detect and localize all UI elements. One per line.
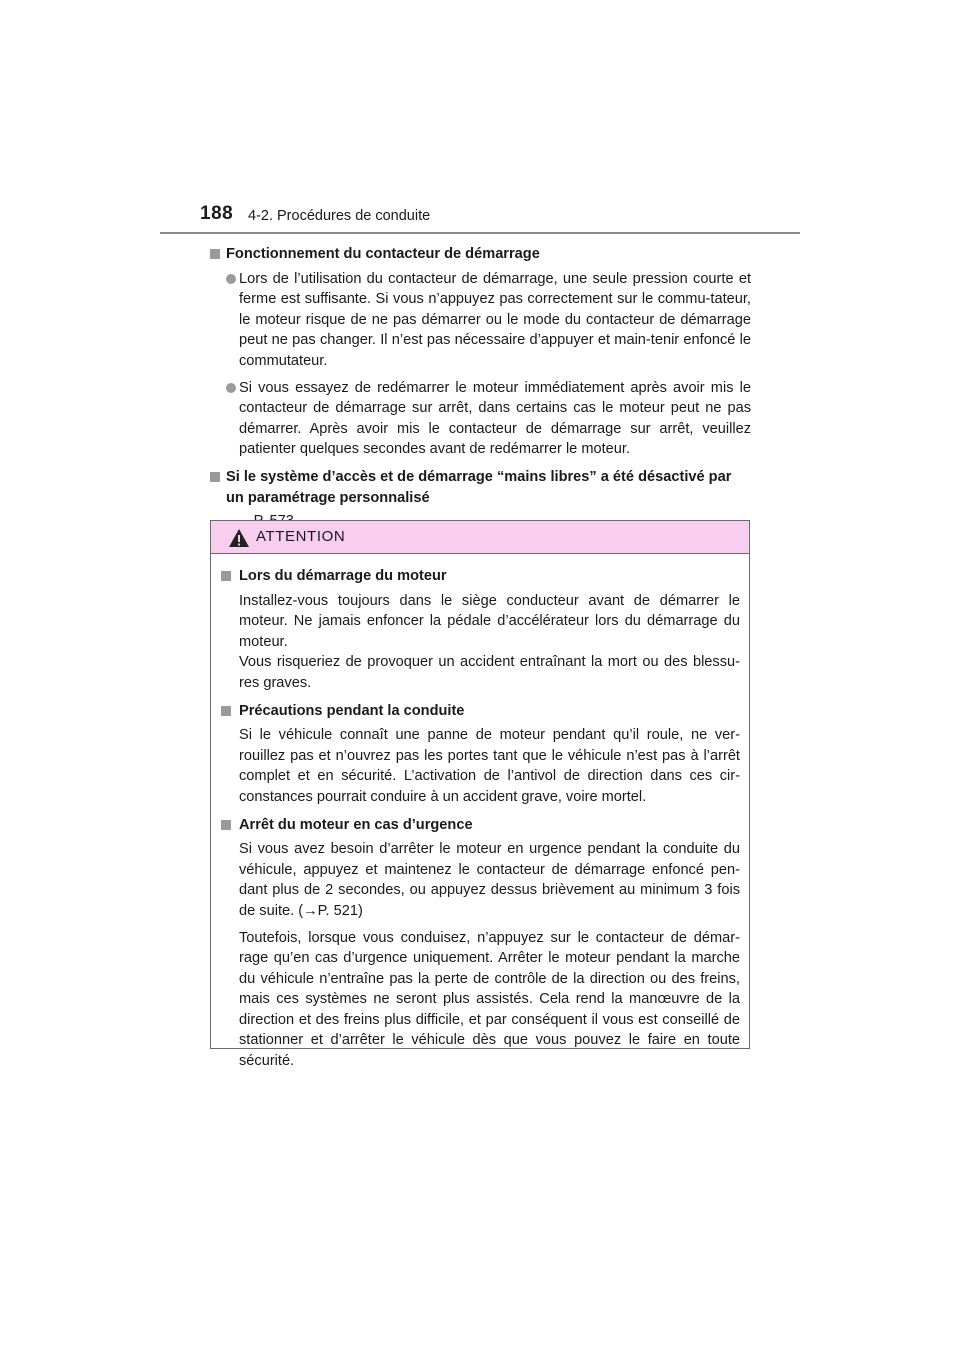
main-content [210, 244, 751, 532]
list-item-text: Lors de l’utilisation du contacteur de démarrage, une seule pression courte et ferme est suffisante. Si vous n’appuyez pas correctement sur le commu-tateur, le moteur risque de ne pas démarrer ou le mode du contacteur de démarrage peut ne pas changer. Il n’est pas nécessaire d’appuyer et main-tenir enfoncé le commutateur. [239, 270, 751, 369]
attention-heading [221, 815, 740, 836]
attention-box [210, 520, 750, 1070]
attention-heading [221, 566, 740, 587]
list-item-text: Si vous essayez de redémarrer le moteur immédiatement après avoir mis le contacteur de démarrage sur arrêt, dans certains cas le moteur peut ne pas démarrer. Après avoir mis le contacteur de démarrage sur arrêt, veuillez patienter quelques secondes avant de redémarrer le moteur. [239, 379, 751, 458]
square-bullet-icon [221, 820, 231, 830]
square-bullet-icon [210, 472, 220, 482]
list-item [210, 378, 751, 460]
square-bullet-icon [221, 571, 231, 581]
attention-title: ATTENTION [256, 528, 346, 545]
attention-paragraph: Vous risqueriez de provoquer un accident entraînant la mort ou des blessu-res graves. [239, 654, 740, 691]
list-item [210, 269, 751, 372]
square-bullet-icon [221, 706, 231, 716]
attention-header [211, 521, 749, 554]
attention-heading [221, 701, 740, 722]
attention-body [211, 554, 749, 1072]
attention-heading-text: Précautions pendant la conduite [239, 702, 465, 719]
section-heading-text: Fonctionnement du contacteur de démarrage [226, 246, 540, 262]
attention-paragraph: Toutefois, lorsque vous conduisez, n’appuyez sur le contacteur de démar-rage qu’en cas d’urgence uniquement. Arrêter le moteur pendant la marche du véhicule n’entraîne pas la perte de contrôle de la direction ou des freins, mais ces systèmes ne seront plus assistés. Cela rend la manœuvre de la direction et des freins plus difficile, et par conséquent il vous est conseillé de stationner et d’arrêter le véhicule dès que vous pouvez le faire en toute sécurité. [239, 929, 740, 1070]
attention-heading-text: Lors du démarrage du moteur [239, 568, 447, 584]
attention-paragraph: Installez-vous toujours dans le siège conducteur avant de démarrer le moteur. Ne jamais enfoncer la pédale d’accélérateur lors du démarrage du moteur. [239, 592, 740, 650]
round-bullet-icon [226, 383, 236, 393]
attention-paragraph: Si le véhicule connaît une panne de moteur pendant qu’il roule, ne ver-rouillez pas et n’ouvrez pas les portes tant que le véhicule n’est pas à l’arrêt complet et en sécurité. L’activation de l’antivol de direction dans ces cir-constances pourrait conduire à un accident grave, voire mortel. [239, 727, 740, 805]
attention-heading-text: Arrêt du moteur en cas d’urgence [239, 816, 473, 833]
section-heading [210, 467, 751, 508]
section-heading-text: Si le système d’accès et de démarrage “mains libres” a été désactivé par un paramétrage personnalisé [226, 468, 732, 506]
round-bullet-icon [226, 274, 236, 284]
square-bullet-icon [210, 249, 220, 259]
page-number: 188 [200, 203, 234, 224]
attention-paragraph: Si vous avez besoin d’arrêter le moteur en urgence pendant la conduite du véhicule, appuyez et maintenez le contacteur de démarrage enfoncé pen-dant plus de 2 secondes, ou appuyez dessus brièvement au minimum 3 fois de suite. (→P. 521) [239, 841, 740, 919]
section-title: 4-2. Procédures de conduite [248, 208, 431, 224]
warning-triangle-icon [228, 528, 250, 548]
header-divider [160, 232, 800, 234]
section-heading [210, 244, 751, 265]
